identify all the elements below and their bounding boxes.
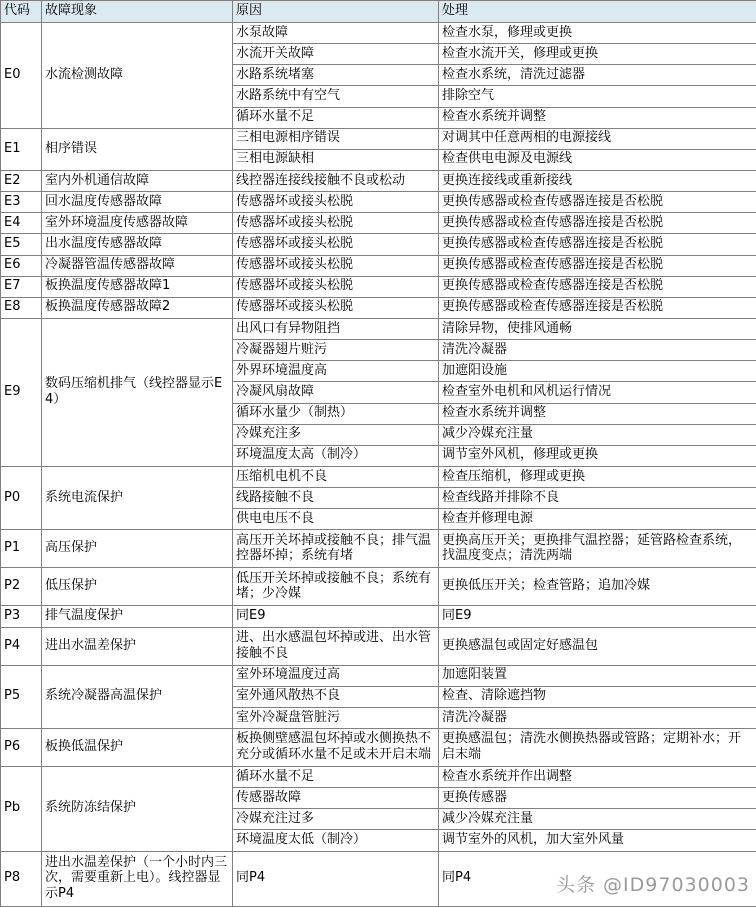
cell-code: P1 <box>1 530 42 568</box>
table-header <box>1 1 756 23</box>
cell-treatment: 排除空气 <box>439 86 756 107</box>
cell-symptom: 数码压缩机排气（线控器显示E4） <box>42 318 233 466</box>
table-row <box>1 729 756 767</box>
cell-cause: 循环水量不足 <box>233 107 439 128</box>
cell-cause: 水路系统堵塞 <box>233 65 439 86</box>
cell-treatment: 调节室外风机，修理或更换 <box>439 445 756 466</box>
cell-symptom: 出水温度传感器故障 <box>42 234 233 255</box>
cell-symptom: 高压保护 <box>42 530 233 568</box>
cell-treatment: 对调其中任意两相的电源接线 <box>439 128 756 149</box>
column-header-symptom: 故障现象 <box>42 1 233 23</box>
cell-cause: 室外环境温度过高 <box>233 665 439 686</box>
cell-treatment: 更换感温包；清洗水侧换热器或管路；定期补水；开启末端 <box>439 729 756 767</box>
cell-cause: 传感器坏或接头松脱 <box>233 234 439 255</box>
cell-symptom: 排气温度保护 <box>42 606 233 627</box>
cell-treatment: 更换传感器或检查传感器连接是否松脱 <box>439 234 756 255</box>
cell-treatment: 更换低压开关；检查管路；追加冷媒 <box>439 568 756 606</box>
table-row <box>1 627 756 665</box>
cell-treatment: 检查水系统并调整 <box>439 403 756 424</box>
cell-cause: 循环水量少（制热） <box>233 403 439 424</box>
table-row <box>1 530 756 568</box>
table-row <box>1 466 756 487</box>
cell-cause: 线控器连接线接触不良或松动 <box>233 170 439 191</box>
cell-treatment: 检查供电电源及电源线 <box>439 149 756 170</box>
cell-treatment: 更换连接线或重新接线 <box>439 170 756 191</box>
cell-cause: 冷凝风扇故障 <box>233 382 439 403</box>
cell-treatment: 更换传感器或检查传感器连接是否松脱 <box>439 213 756 234</box>
cell-cause: 同E9 <box>233 606 439 627</box>
cell-treatment: 加遮阳设施 <box>439 361 756 382</box>
cell-treatment: 清洗冷凝器 <box>439 340 756 361</box>
table-row <box>1 318 756 339</box>
cell-code: Pb <box>1 767 42 852</box>
cell-treatment: 同P4 <box>439 851 756 906</box>
cell-symptom: 系统防冻结保护 <box>42 767 233 852</box>
table-row <box>1 568 756 606</box>
cell-treatment: 检查室外电机和风机运行情况 <box>439 382 756 403</box>
cell-treatment: 检查并修理电源 <box>439 509 756 530</box>
table-row <box>1 665 756 686</box>
cell-treatment: 更换传感器或检查传感器连接是否松脱 <box>439 276 756 297</box>
cell-treatment: 清洗冷凝器 <box>439 707 756 728</box>
cell-treatment: 检查水系统并作出调整 <box>439 767 756 788</box>
cell-code: E1 <box>1 128 42 170</box>
cell-code: E9 <box>1 318 42 466</box>
cell-cause: 室外通风散热不良 <box>233 686 439 707</box>
cell-treatment: 更换高压开关；更换排气温控器；延管路检查系统，找温度变点；清洗两端 <box>439 530 756 568</box>
cell-cause: 水泵故障 <box>233 23 439 44</box>
cell-cause: 环境温度太低（制冷） <box>233 830 439 851</box>
table-row <box>1 170 756 191</box>
cell-symptom: 系统冷凝器高温保护 <box>42 665 233 728</box>
watermark: 头条 @ID97030003 <box>556 874 750 896</box>
cell-cause: 外界环境温度高 <box>233 361 439 382</box>
cell-cause: 环境温度太高（制冷） <box>233 445 439 466</box>
table-row <box>1 255 756 276</box>
cell-treatment: 同E9 <box>439 606 756 627</box>
cell-cause: 水路系统中有空气 <box>233 86 439 107</box>
table-row <box>1 128 756 149</box>
cell-symptom: 相序错误 <box>42 128 233 170</box>
table-row <box>1 767 756 788</box>
cell-symptom: 室内外机通信故障 <box>42 170 233 191</box>
cell-cause: 三相电源相序错误 <box>233 128 439 149</box>
cell-treatment: 更换传感器或检查传感器连接是否松脱 <box>439 192 756 213</box>
cell-treatment: 检查水泵，修理或更换 <box>439 23 756 44</box>
cell-cause: 供电电压不良 <box>233 509 439 530</box>
cell-code: E2 <box>1 170 42 191</box>
cell-cause: 室外冷凝盘管脏污 <box>233 707 439 728</box>
cell-cause: 传感器坏或接头松脱 <box>233 192 439 213</box>
cell-code: P3 <box>1 606 42 627</box>
cell-treatment: 加遮阳装置 <box>439 665 756 686</box>
table-row <box>1 276 756 297</box>
cell-symptom: 系统电流保护 <box>42 466 233 529</box>
column-header-code: 代码 <box>1 1 42 23</box>
cell-code: P2 <box>1 568 42 606</box>
cell-symptom: 板换温度传感器故障2 <box>42 297 233 318</box>
cell-code: E5 <box>1 234 42 255</box>
cell-cause: 传感器坏或接头松脱 <box>233 213 439 234</box>
cell-code: P4 <box>1 627 42 665</box>
cell-cause: 冷媒充注过多 <box>233 809 439 830</box>
cell-treatment: 更换传感器或检查传感器连接是否松脱 <box>439 255 756 276</box>
cell-symptom: 低压保护 <box>42 568 233 606</box>
table-row <box>1 234 756 255</box>
cell-cause: 传感器坏或接头松脱 <box>233 255 439 276</box>
table-row <box>1 297 756 318</box>
cell-treatment: 检查水流开关，修理或更换 <box>439 44 756 65</box>
cell-code: E7 <box>1 276 42 297</box>
cell-symptom: 板换低温保护 <box>42 729 233 767</box>
table-row <box>1 606 756 627</box>
cell-code: P6 <box>1 729 42 767</box>
cell-cause: 高压开关坏掉或接触不良；排气温控器坏掉；系统有堵 <box>233 530 439 568</box>
cell-treatment: 清除异物，使排风通畅 <box>439 318 756 339</box>
table-row <box>1 192 756 213</box>
cell-treatment: 检查水系统并调整 <box>439 107 756 128</box>
cell-symptom: 进出水温差保护（一个小时内三次，需要重新上电）。线控器显示P4 <box>42 851 233 906</box>
cell-cause: 水流开关故障 <box>233 44 439 65</box>
cell-code: E6 <box>1 255 42 276</box>
cell-cause: 线路接触不良 <box>233 488 439 509</box>
column-header-treatment: 处理 <box>439 1 756 23</box>
cell-symptom: 板换温度传感器故障1 <box>42 276 233 297</box>
cell-cause: 三相电源缺相 <box>233 149 439 170</box>
cell-treatment: 更换传感器 <box>439 788 756 809</box>
table-row <box>1 23 756 44</box>
cell-cause: 冷凝器翅片赃污 <box>233 340 439 361</box>
table-header-row <box>1 1 756 23</box>
cell-treatment: 检查线路并排除不良 <box>439 488 756 509</box>
cell-symptom: 进出水温差保护 <box>42 627 233 665</box>
cell-treatment: 更换传感器或检查传感器连接是否松脱 <box>439 297 756 318</box>
cell-treatment: 减少冷媒充注量 <box>439 424 756 445</box>
cell-code: P8 <box>1 851 42 906</box>
cell-symptom: 冷凝器管温传感器故障 <box>42 255 233 276</box>
cell-symptom: 回水温度传感器故障 <box>42 192 233 213</box>
cell-cause: 传感器坏或接头松脱 <box>233 297 439 318</box>
cell-cause: 低压开关坏掉或接触不良；系统有堵；少冷媒 <box>233 568 439 606</box>
cell-cause: 板换侧壁感温包坏掉或水侧换热不充分或循环水量不足或未开启末端 <box>233 729 439 767</box>
cell-symptom: 水流检测故障 <box>42 23 233 129</box>
table-row <box>1 851 756 906</box>
cell-cause: 冷媒充注多 <box>233 424 439 445</box>
cell-code: P0 <box>1 466 42 529</box>
cell-code: E0 <box>1 23 42 129</box>
table-body <box>1 23 756 907</box>
cell-treatment: 减少冷媒充注量 <box>439 809 756 830</box>
cell-cause: 传感器故障 <box>233 788 439 809</box>
cell-cause: 传感器坏或接头松脱 <box>233 276 439 297</box>
cell-cause: 同P4 <box>233 851 439 906</box>
cell-treatment: 调节室外的风机，加大室外风量 <box>439 830 756 851</box>
cell-code: E8 <box>1 297 42 318</box>
column-header-cause: 原因 <box>233 1 439 23</box>
cell-cause: 进、出水感温包坏掉或进、出水管接触不良 <box>233 627 439 665</box>
cell-treatment: 更换感温包或固定好感温包 <box>439 627 756 665</box>
cell-cause: 出风口有异物阻挡 <box>233 318 439 339</box>
cell-code: P5 <box>1 665 42 728</box>
cell-treatment: 检查、清除遮挡物 <box>439 686 756 707</box>
cell-code: E4 <box>1 213 42 234</box>
cell-treatment: 检查水系统，清洗过滤器 <box>439 65 756 86</box>
cell-treatment: 检查压缩机，修理或更换 <box>439 466 756 487</box>
cell-cause: 循环水量不足 <box>233 767 439 788</box>
cell-cause: 压缩机电机不良 <box>233 466 439 487</box>
table-row <box>1 213 756 234</box>
cell-symptom: 室外环境温度传感器故障 <box>42 213 233 234</box>
cell-code: E3 <box>1 192 42 213</box>
